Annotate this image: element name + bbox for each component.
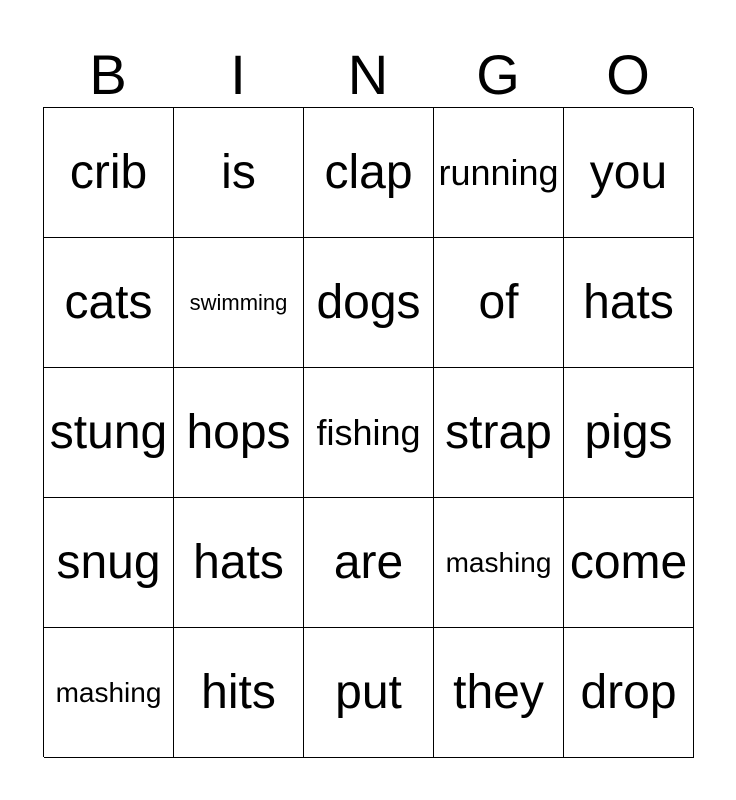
bingo-cell[interactable]: running	[434, 108, 564, 238]
bingo-cell[interactable]: hats	[174, 498, 304, 628]
header-letter-g: G	[476, 43, 520, 106]
header-letter-o: O	[606, 43, 650, 106]
header-letter-b: B	[89, 43, 127, 106]
bingo-header	[43, 42, 693, 108]
bingo-cell[interactable]: cats	[44, 238, 174, 368]
bingo-cell[interactable]: mashing	[44, 628, 174, 758]
bingo-cell[interactable]: hops	[174, 368, 304, 498]
bingo-cell[interactable]: hats	[564, 238, 694, 368]
bingo-cell[interactable]: mashing	[434, 498, 564, 628]
bingo-cell[interactable]: drop	[564, 628, 694, 758]
bingo-cell[interactable]: come	[564, 498, 694, 628]
bingo-cell[interactable]: snug	[44, 498, 174, 628]
bingo-cell[interactable]: of	[434, 238, 564, 368]
bingo-cell[interactable]: stung	[44, 368, 174, 498]
bingo-grid	[43, 107, 693, 757]
bingo-cell[interactable]: strap	[434, 368, 564, 498]
bingo-cell[interactable]: pigs	[564, 368, 694, 498]
bingo-cell[interactable]: put	[304, 628, 434, 758]
bingo-cell[interactable]: crib	[44, 108, 174, 238]
bingo-cell[interactable]: swimming	[174, 238, 304, 368]
bingo-cell[interactable]: is	[174, 108, 304, 238]
header-letter-i: I	[230, 43, 246, 106]
bingo-cell[interactable]: clap	[304, 108, 434, 238]
bingo-cell[interactable]: hits	[174, 628, 304, 758]
bingo-cell[interactable]: dogs	[304, 238, 434, 368]
bingo-cell[interactable]: they	[434, 628, 564, 758]
bingo-cell[interactable]: you	[564, 108, 694, 238]
bingo-cell[interactable]: fishing	[304, 368, 434, 498]
bingo-cell[interactable]: are	[304, 498, 434, 628]
header-letter-n: N	[347, 43, 389, 106]
